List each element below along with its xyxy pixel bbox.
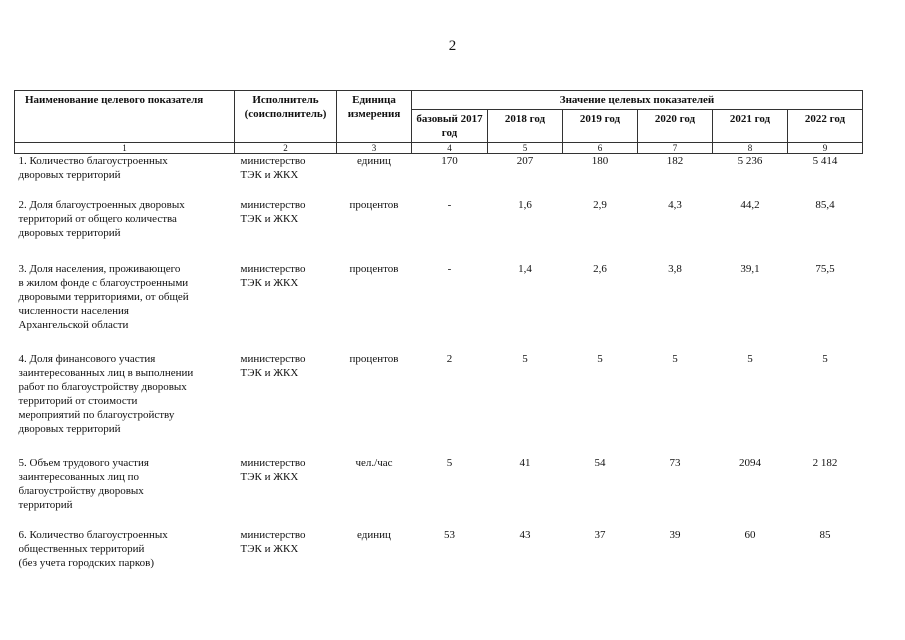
indicator-name: 2. Доля благоустроенных дворовых территорий от общего количества дворовых территорий xyxy=(18,198,185,239)
unit-cell: процентов xyxy=(349,198,399,211)
indicator-name: 4. Доля финансового участия заинтересованных лиц в выполнении работ по благоустройству дворовых территорий от стоимости мероприятий по благоустройству дворовых территорий xyxy=(18,352,194,435)
header-year: 2018 год xyxy=(488,110,563,143)
header-executor: Исполнитель (соисполнитель) xyxy=(235,91,337,143)
value-cell: 37 xyxy=(594,528,606,541)
header-year: 2022 год xyxy=(788,110,863,143)
value-cell: 2 182 xyxy=(812,456,838,469)
value-cell: 60 xyxy=(744,528,756,541)
table-row xyxy=(15,262,863,352)
page-number: 2 xyxy=(448,38,457,54)
table-row xyxy=(15,456,863,528)
value-cell: 75,5 xyxy=(815,262,835,275)
executor-name: министерство ТЭК и ЖКХ xyxy=(240,456,306,483)
header-year: 2019 год xyxy=(563,110,638,143)
value-cell: 73 xyxy=(669,456,681,469)
value-cell: 180 xyxy=(591,155,609,167)
unit-cell: единиц xyxy=(357,155,391,167)
table-row xyxy=(15,198,863,262)
value-cell: 39,1 xyxy=(740,262,760,275)
value-cell: 5 xyxy=(446,456,453,469)
indicator-name: 3. Доля населения, проживающего в жилом фонде с благоустроенными дворовыми территориями, от общей численности населения Архангельской области xyxy=(18,262,189,331)
value-cell: 4,3 xyxy=(668,198,682,211)
value-cell: 85 xyxy=(819,528,831,541)
value-cell: 5 236 xyxy=(737,155,763,167)
value-cell: 5 xyxy=(597,352,603,365)
column-number: 1 xyxy=(15,143,235,154)
header-values-group: Значение целевых показателей xyxy=(412,91,863,110)
value-cell: 1,6 xyxy=(518,198,532,211)
value-cell: 207 xyxy=(516,155,534,167)
column-number: 4 xyxy=(412,143,488,154)
column-number-row xyxy=(15,143,863,154)
header-row-main xyxy=(15,91,863,110)
target-indicators-table xyxy=(14,90,863,574)
executor-name: министерство ТЭК и ЖКХ xyxy=(240,352,306,379)
unit-cell: единиц xyxy=(357,528,391,541)
executor-name: министерство ТЭК и ЖКХ xyxy=(240,155,306,181)
table-row xyxy=(15,352,863,456)
value-cell: 2,6 xyxy=(593,262,607,275)
column-number: 7 xyxy=(638,143,713,154)
value-cell: 2 xyxy=(446,352,453,365)
value-cell: 85,4 xyxy=(815,198,835,211)
value-cell: 5 xyxy=(522,352,528,365)
value-cell: 3,8 xyxy=(668,262,682,275)
header-year: базовый 2017 год xyxy=(412,110,488,143)
unit-cell: процентов xyxy=(349,262,399,275)
value-cell: 43 xyxy=(519,528,531,541)
indicator-name: 5. Объем трудового участия заинтересованных лиц по благоустройству дворовых территорий xyxy=(18,456,149,511)
indicator-name: 1. Количество благоустроенных дворовых территорий xyxy=(18,155,168,181)
table-row xyxy=(15,154,863,198)
value-cell: 1,4 xyxy=(518,262,532,275)
executor-name: министерство ТЭК и ЖКХ xyxy=(240,528,306,555)
column-number: 5 xyxy=(488,143,563,154)
value-cell: 44,2 xyxy=(740,198,760,211)
column-number: 3 xyxy=(337,143,412,154)
value-cell: 54 xyxy=(594,456,606,469)
column-number: 6 xyxy=(563,143,638,154)
value-cell: 53 xyxy=(444,528,455,541)
value-cell: 170 xyxy=(441,155,458,167)
header-year: 2021 год xyxy=(713,110,788,143)
column-number: 2 xyxy=(235,143,337,154)
indicator-name: 6. Количество благоустроенных общественных территорий (без учета городских парков) xyxy=(18,528,168,569)
value-cell: 2,9 xyxy=(593,198,607,211)
executor-name: министерство ТЭК и ЖКХ xyxy=(240,198,306,225)
value-cell: - xyxy=(447,262,452,275)
column-number: 9 xyxy=(788,143,863,154)
value-cell: 182 xyxy=(666,155,684,167)
header-indicator-name: Наименование целевого показателя xyxy=(15,91,235,143)
unit-cell: чел./час xyxy=(355,456,393,469)
table-row xyxy=(15,528,863,574)
value-cell: 41 xyxy=(519,456,531,469)
value-cell: 5 xyxy=(822,352,828,365)
value-cell: 5 414 xyxy=(812,155,838,167)
header-unit: Единица измерения xyxy=(337,91,412,143)
header-year: 2020 год xyxy=(638,110,713,143)
executor-name: министерство ТЭК и ЖКХ xyxy=(240,262,306,289)
value-cell: 5 xyxy=(672,352,678,365)
value-cell: 5 xyxy=(747,352,753,365)
value-cell: 39 xyxy=(669,528,681,541)
column-number: 8 xyxy=(713,143,788,154)
unit-cell: процентов xyxy=(349,352,399,365)
value-cell: - xyxy=(447,198,452,211)
value-cell: 2094 xyxy=(739,456,761,469)
